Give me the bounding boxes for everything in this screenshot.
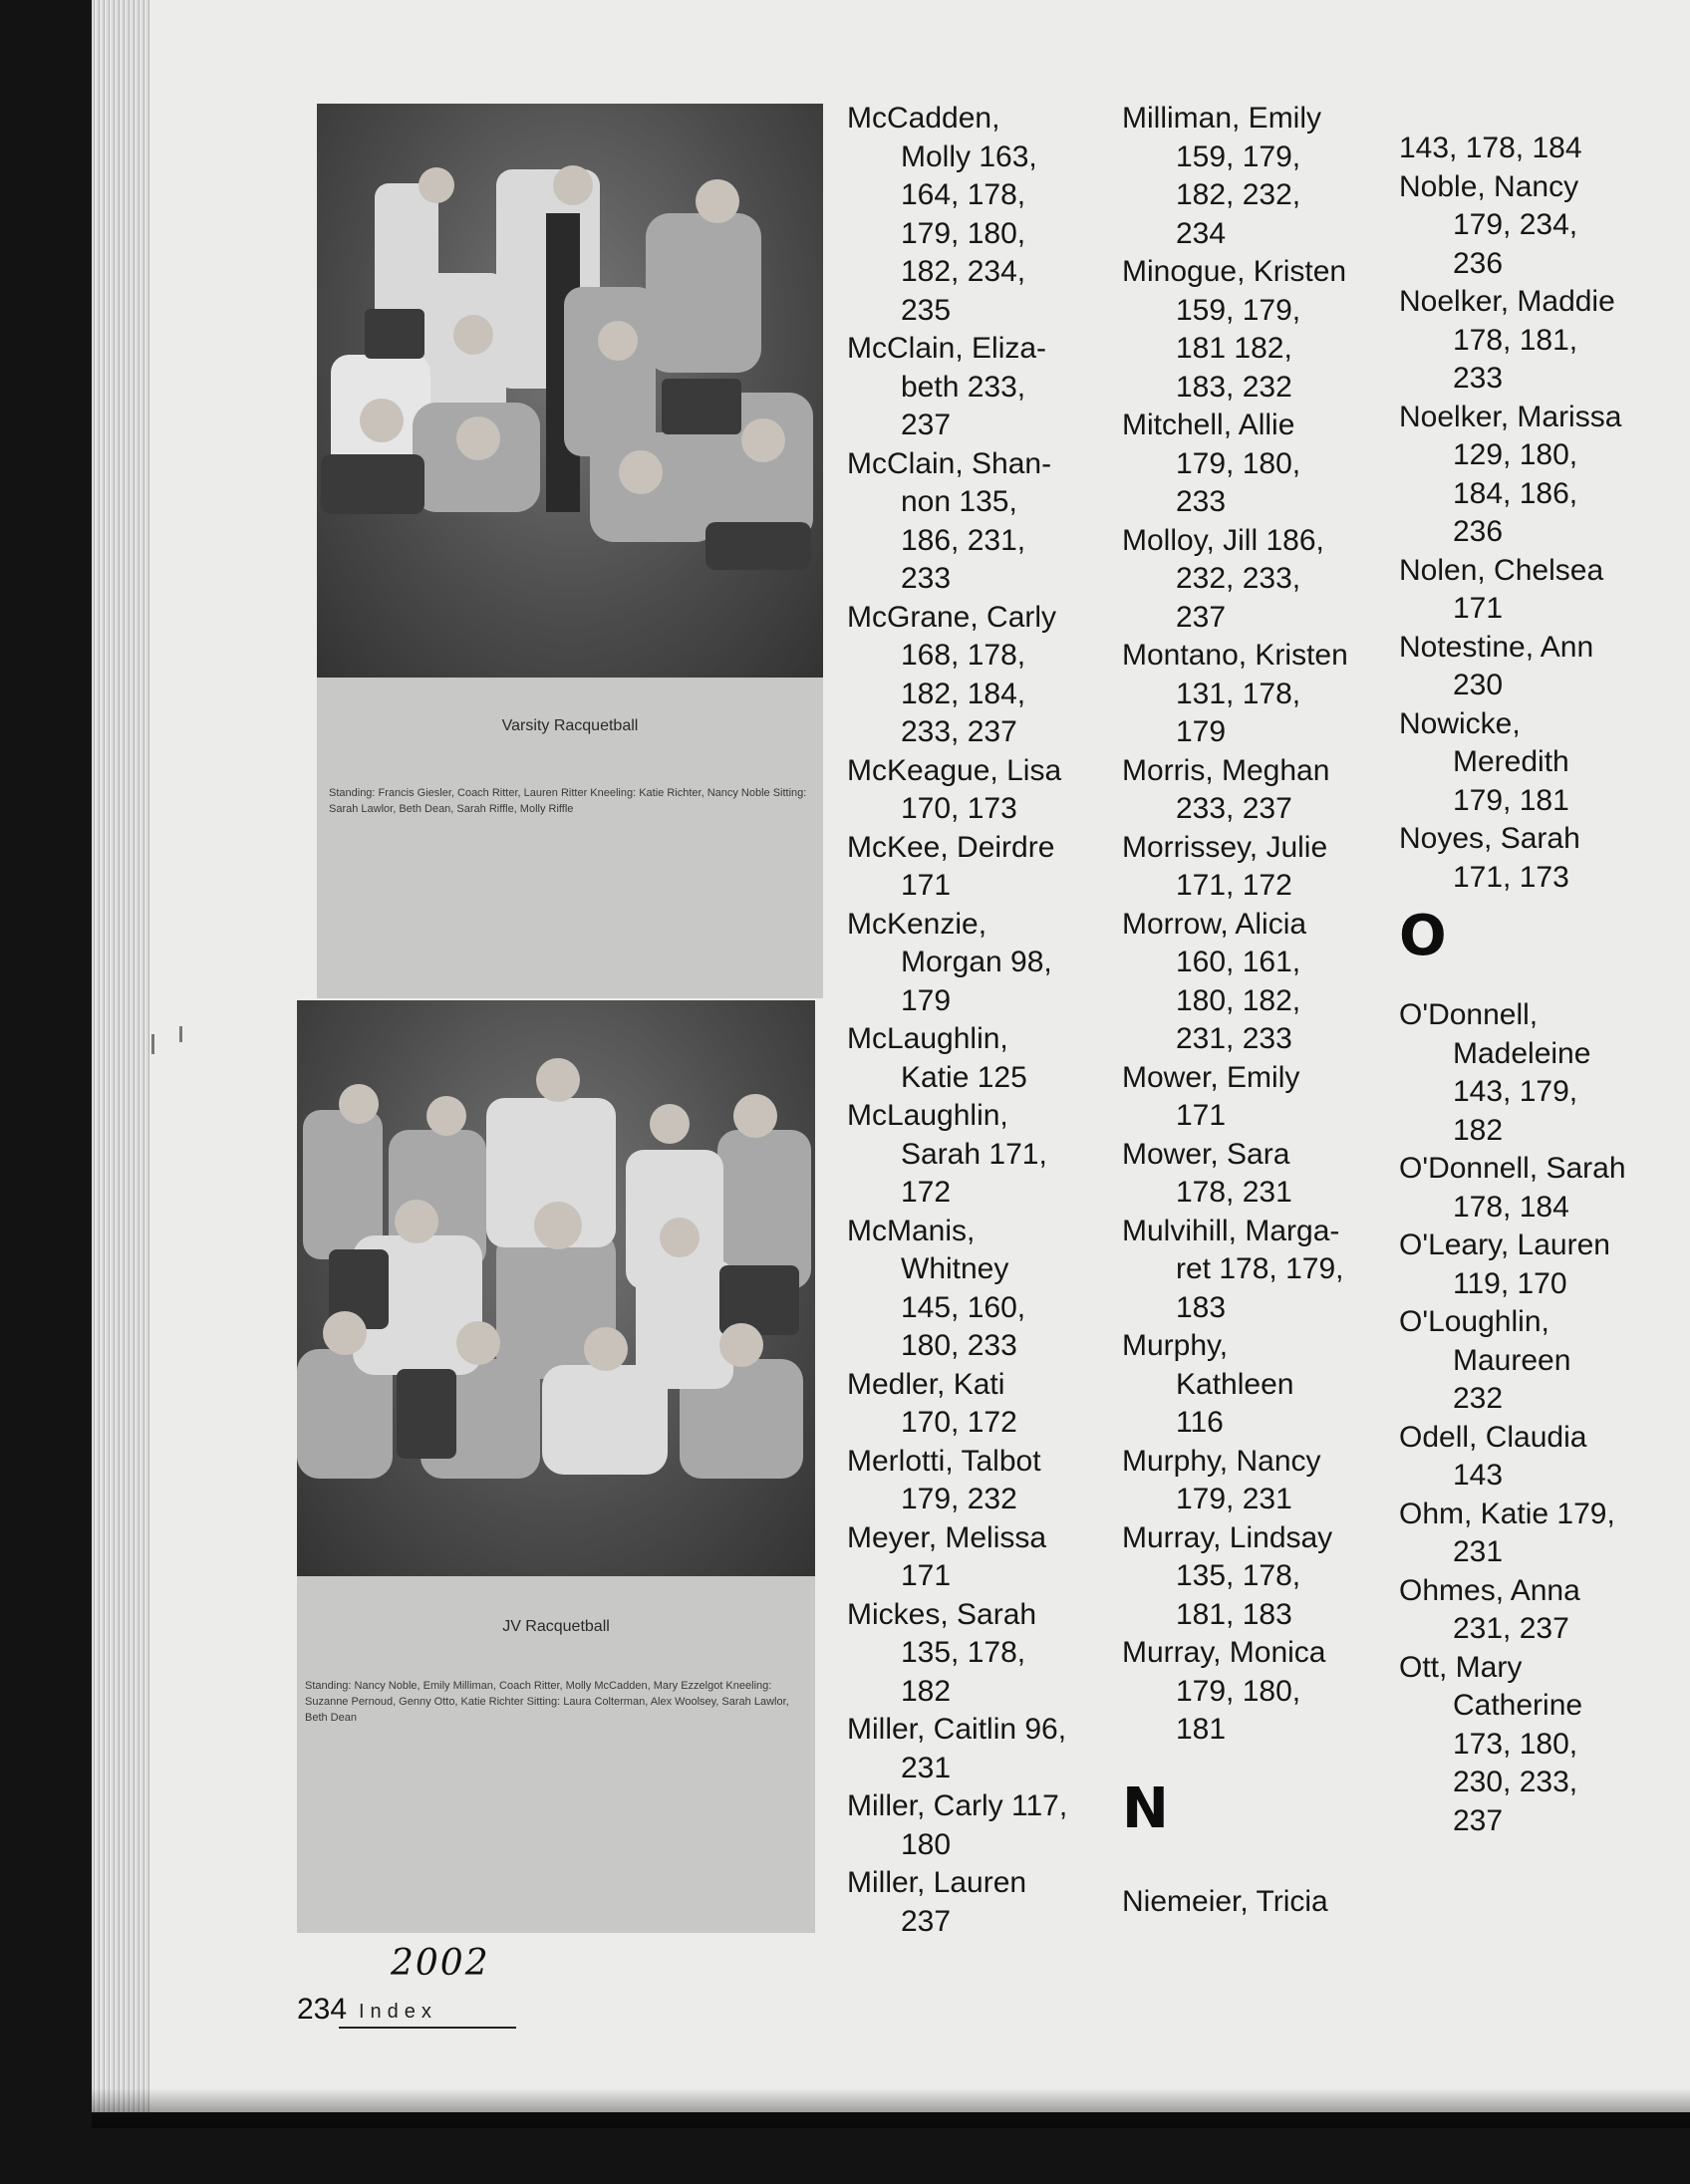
- index-entry-name: Ohmes, Anna: [1399, 1573, 1580, 1607]
- index-entry-name: Mulvihill, Marga-: [1122, 1214, 1340, 1247]
- index-entry-name: Noelker, Maddie: [1399, 285, 1615, 318]
- index-entry-pages: 233, 237: [1176, 792, 1292, 825]
- index-entry-pages: 145, 160,: [901, 1290, 1026, 1324]
- index-entry-pages: Meredith: [1453, 745, 1569, 778]
- index-entry: [1122, 407, 1391, 522]
- index-entry: [1399, 820, 1688, 897]
- index-entry-pages: 232, 233,: [1176, 562, 1301, 595]
- index-entry-pages: 234: [1176, 216, 1227, 250]
- section-label: Index: [359, 2001, 437, 2023]
- index-entry-pages: 180, 233: [901, 1329, 1017, 1362]
- index-entry-pages: 171: [901, 1559, 952, 1592]
- index-entry: [1122, 906, 1391, 1059]
- index-entry: [847, 1213, 1096, 1366]
- index-entry-name: McKenzie,: [847, 907, 987, 941]
- index-entry-pages: 233: [1453, 362, 1504, 395]
- index-entry-pages: 233, 237: [901, 715, 1017, 748]
- index-entry: [847, 599, 1096, 752]
- index-entry-name: McGrane, Carly: [847, 600, 1057, 634]
- index-entry: [1399, 130, 1688, 168]
- index-entry-name: Milliman, Emily: [1122, 102, 1322, 135]
- index-entry: [847, 1596, 1096, 1712]
- index-entry-name: Niemeier, Tricia: [1122, 1884, 1328, 1918]
- index-entry-name: Noyes, Sarah: [1399, 822, 1580, 855]
- jv-team-photo: [297, 1000, 815, 1576]
- index-entry-pages: 231, 237: [1453, 1612, 1569, 1645]
- index-entry-name: O'Donnell, Sarah: [1399, 1152, 1626, 1185]
- index-entry-pages: 179, 181: [1453, 783, 1569, 817]
- index-entry: [847, 1366, 1096, 1443]
- index-entry-pages: 186, 231,: [901, 523, 1026, 557]
- index-entry: [1122, 100, 1391, 253]
- index-entry: [1122, 1443, 1391, 1519]
- index-entry: [1122, 253, 1391, 407]
- index-entry-name: Noelker, Marissa: [1399, 400, 1622, 433]
- index-entry-pages: 237: [1453, 1803, 1504, 1837]
- photo-caption-title: Varsity Racquetball: [501, 717, 639, 734]
- index-entry: [1122, 1059, 1391, 1136]
- index-entry-pages: 159, 179,: [1176, 293, 1301, 327]
- varsity-photo-panel: [317, 104, 823, 998]
- index-entry-pages: 237: [901, 1904, 952, 1938]
- index-entry-pages: 170, 173: [901, 792, 1017, 825]
- index-entry-name: Nowicke,: [1399, 706, 1521, 740]
- index-entry-name: Morrissey, Julie: [1122, 830, 1328, 864]
- index-entry-pages: 237: [1176, 600, 1227, 634]
- index-entry-name: Miller, Caitlin 96,: [847, 1713, 1067, 1746]
- index-entry-pages: 237: [901, 409, 952, 441]
- index-entry-pages: 179: [1176, 715, 1227, 748]
- index-entry-name: Noble, Nancy: [1399, 169, 1579, 203]
- index-entry: [847, 330, 1096, 445]
- index-entry-pages: 179, 231: [1176, 1483, 1292, 1515]
- index-entry: [1122, 1883, 1391, 1922]
- index-entry: [1399, 1303, 1688, 1419]
- index-entry: [1399, 629, 1688, 705]
- index-entry-pages: 230: [1453, 669, 1504, 701]
- index-entry-name: Morrow, Alicia: [1122, 907, 1307, 941]
- index-entry-pages: 178, 231: [1176, 1176, 1292, 1209]
- index-entry-name: Ott, Mary: [1399, 1650, 1523, 1684]
- index-entry-name: McClain, Eliza-: [847, 332, 1047, 365]
- index-entry-pages: 231: [1453, 1535, 1504, 1568]
- index-entry-pages: 172: [901, 1176, 952, 1209]
- index-entry-pages: 182, 232,: [1176, 178, 1301, 211]
- index-entry-pages: 231, 233: [1176, 1022, 1292, 1055]
- index-entry-pages: 178, 184: [1453, 1190, 1569, 1224]
- index-entry-pages: Sarah 171,: [901, 1137, 1047, 1171]
- index-entry: [1399, 399, 1688, 552]
- index-entry: [1399, 1649, 1688, 1841]
- index-entry: [847, 1711, 1096, 1787]
- page-number: 234: [297, 1993, 348, 2026]
- index-entry-pages: 171, 173: [1453, 860, 1569, 894]
- index-entry: [1122, 1213, 1391, 1328]
- index-entry-name: McLaughlin,: [847, 1022, 1008, 1055]
- index-entry: [847, 1443, 1096, 1519]
- index-entry: [1399, 168, 1688, 284]
- index-entry-pages: 135, 178,: [901, 1636, 1026, 1669]
- photo-caption-names: Standing: Nancy Noble, Emily Milliman, Coach Ritter, Molly McCadden, Mary Ezzelgot Kneeling: Suzanne Pernoud, Genny Otto, Katie Richter Sitting: Laura Colterman, Alex Woolsey, Sarah Lawlor, Beth Dean: [305, 1680, 789, 1724]
- index-entry-name: Mickes, Sarah: [847, 1597, 1037, 1631]
- index-entry: [1399, 705, 1688, 821]
- index-entry-pages: 179, 232: [901, 1483, 1017, 1515]
- index-entry-pages: 235: [901, 293, 952, 327]
- index-entry: [847, 1519, 1096, 1596]
- index-entry-pages: 183, 232: [1176, 370, 1292, 404]
- index-entry-pages: Molly 163,: [901, 139, 1037, 173]
- index-entry-name: O'Loughlin,: [1399, 1305, 1549, 1338]
- index-entry-pages: 182: [901, 1674, 952, 1708]
- index-entry-name: Meyer, Melissa: [847, 1520, 1047, 1554]
- index-entry-pages: 230, 233,: [1453, 1766, 1578, 1798]
- index-entry-pages: 178, 181,: [1453, 323, 1578, 357]
- index-entry: [1399, 1227, 1688, 1303]
- index-entry-pages: 180: [901, 1827, 952, 1861]
- index-entry-name: McClain, Shan-: [847, 446, 1052, 480]
- index-entry-pages: 181, 183: [1176, 1597, 1292, 1631]
- index-entry-pages: Whitney: [901, 1252, 1009, 1285]
- photo-caption-title: JV Racquetball: [502, 1618, 610, 1635]
- index-entry-pages: 171: [901, 869, 952, 902]
- index-entry-pages: 171, 172: [1176, 869, 1292, 902]
- index-entry-pages: 159, 179,: [1176, 139, 1301, 173]
- index-entry-pages: 182, 184,: [901, 677, 1026, 710]
- index-entry-pages: 129, 180,: [1453, 438, 1578, 471]
- index-entry-pages: 183: [1176, 1290, 1227, 1324]
- index-entry-pages: Catherine: [1453, 1689, 1583, 1722]
- index-entry-pages: 180, 182,: [1176, 983, 1301, 1017]
- index-entry: [1399, 283, 1688, 399]
- index-entry-pages: 179, 180,: [901, 216, 1026, 250]
- index-entry-pages: 181 182,: [1176, 332, 1292, 365]
- index-entry-name: Montano, Kristen: [1122, 639, 1348, 672]
- index-entry: [1122, 1519, 1391, 1635]
- index-column-2: [1122, 100, 1391, 1921]
- index-entry: [847, 1020, 1096, 1097]
- index-entry-pages: 171: [1176, 1099, 1227, 1132]
- index-entry: [847, 906, 1096, 1021]
- index-entry-pages: 181: [1176, 1713, 1227, 1746]
- index-entry: [847, 100, 1096, 330]
- index-entry: [1122, 1634, 1391, 1750]
- index-entry-pages: beth 233,: [901, 370, 1026, 404]
- index-column-3: [1399, 130, 1688, 1840]
- index-entry-name: Miller, Carly 117,: [847, 1789, 1068, 1822]
- index-entry: [847, 829, 1096, 906]
- index-entry-name: O'Leary, Lauren: [1399, 1228, 1610, 1261]
- index-entry-name: 143, 178, 184: [1399, 132, 1582, 164]
- index-entry-pages: 119, 170: [1453, 1266, 1567, 1300]
- index-entry-name: McKee, Deirdre: [847, 830, 1055, 864]
- index-entry-name: Miller, Lauren: [847, 1866, 1027, 1899]
- index-entry-name: Minogue, Kristen: [1122, 255, 1347, 288]
- index-entry: [1122, 752, 1391, 829]
- index-entry-pages: Katie 125: [901, 1060, 1027, 1094]
- index-entry: [1122, 522, 1391, 638]
- index-entry-pages: 116: [1176, 1406, 1224, 1439]
- margin-mark: [151, 1034, 154, 1054]
- index-entry-pages: 233: [1176, 485, 1227, 518]
- index-entry-pages: 143, 179,: [1453, 1075, 1578, 1108]
- index-entry: [1399, 1419, 1688, 1496]
- photo-caption-names: Standing: Francis Giesler, Coach Ritter, Lauren Ritter Kneeling: Katie Richter, Nancy Noble Sitting: Sarah Lawlor, Beth Dean, Sarah Riffle, Molly Riffle: [329, 787, 807, 815]
- index-entry-pages: Kathleen: [1176, 1367, 1294, 1401]
- index-entry-name: Merlotti, Talbot: [847, 1444, 1041, 1478]
- index-entry: [1399, 1572, 1688, 1649]
- index-entry-name: Murphy,: [1122, 1329, 1229, 1362]
- index-entry: [847, 1787, 1096, 1864]
- index-entry-name: McKeague, Lisa: [847, 753, 1062, 787]
- index-entry-pages: 168, 178,: [901, 639, 1026, 672]
- index-entry-pages: Morgan 98,: [901, 946, 1052, 978]
- index-entry-pages: 236: [1453, 515, 1504, 548]
- index-entry: [1399, 996, 1688, 1150]
- index-entry-pages: 170, 172: [901, 1406, 1017, 1439]
- footer-rule: [339, 2027, 516, 2029]
- index-entry-name: Murray, Monica: [1122, 1636, 1326, 1669]
- index-entry-name: McLaughlin,: [847, 1099, 1008, 1132]
- index-entry: [1122, 829, 1391, 906]
- index-entry-pages: ret 178, 179,: [1176, 1252, 1344, 1285]
- index-entry-name: McCadden,: [847, 102, 1000, 135]
- index-entry-name: Mitchell, Allie: [1122, 409, 1295, 441]
- index-column-1: [847, 100, 1096, 1941]
- index-entry-pages: Maureen: [1453, 1343, 1571, 1377]
- index-entry-name: McManis,: [847, 1214, 976, 1247]
- varsity-team-photo: [317, 104, 823, 678]
- index-entry: [1399, 1150, 1688, 1227]
- index-entry-pages: 179, 234,: [1453, 208, 1578, 241]
- index-entry: [1399, 552, 1688, 629]
- index-entry-name: Nolen, Chelsea: [1399, 553, 1604, 587]
- index-entry-pages: 173, 180,: [1453, 1727, 1578, 1761]
- index-entry-pages: 233: [901, 562, 952, 595]
- index-entry-name: Odell, Claudia: [1399, 1420, 1587, 1454]
- jv-photo-panel: [297, 1000, 815, 1933]
- page-gutter-shadow: [92, 2088, 1690, 2128]
- index-entry: [1122, 1136, 1391, 1213]
- index-entry-pages: 179: [901, 983, 952, 1017]
- index-entry: [1399, 1496, 1688, 1572]
- index-entry-pages: 160, 161,: [1176, 946, 1301, 978]
- index-entry-pages: 184, 186,: [1453, 476, 1578, 510]
- index-entry-name: Mower, Sara: [1122, 1137, 1290, 1171]
- index-entry-pages: 232: [1453, 1382, 1504, 1415]
- index-entry-pages: non 135,: [901, 485, 1017, 518]
- index-entry-name: Murphy, Nancy: [1122, 1444, 1321, 1478]
- section-letter-o: O: [1399, 904, 1447, 968]
- index-entry-pages: 143: [1453, 1459, 1504, 1492]
- index-entry-name: Notestine, Ann: [1399, 630, 1594, 664]
- index-entry-pages: 182, 234,: [901, 255, 1026, 288]
- index-entry: [847, 752, 1096, 829]
- index-entry-pages: 131, 178,: [1176, 677, 1301, 710]
- index-entry-pages: 231: [901, 1751, 952, 1784]
- index-entry-name: Ohm, Katie 179,: [1399, 1497, 1615, 1530]
- section-letter-n: N: [1122, 1775, 1169, 1841]
- index-entry-name: Molloy, Jill 186,: [1122, 523, 1324, 557]
- index-entry-name: Medler, Kati: [847, 1367, 1005, 1401]
- index-entry-pages: 182: [1453, 1113, 1504, 1147]
- index-entry: [847, 1864, 1096, 1941]
- index-entry-name: O'Donnell,: [1399, 998, 1539, 1031]
- index-entry-pages: 164, 178,: [901, 178, 1026, 211]
- margin-mark: [179, 1026, 182, 1042]
- index-entry: [847, 445, 1096, 599]
- index-entry: [847, 1097, 1096, 1213]
- index-entry: [1122, 1327, 1391, 1443]
- handwritten-year: 2002: [391, 1943, 490, 1984]
- index-entry-pages: 236: [1453, 246, 1504, 280]
- index-entry-pages: Madeleine: [1453, 1036, 1591, 1070]
- index-entry-pages: 135, 178,: [1176, 1559, 1301, 1592]
- index-entry-name: Mower, Emily: [1122, 1060, 1300, 1094]
- index-entry-pages: 179, 180,: [1176, 1674, 1301, 1708]
- index-entry-name: Morris, Meghan: [1122, 753, 1330, 787]
- index-entry-name: Murray, Lindsay: [1122, 1520, 1333, 1554]
- index-entry-pages: 179, 180,: [1176, 446, 1301, 480]
- index-entry: [1122, 637, 1391, 752]
- index-entry-pages: 171: [1453, 592, 1504, 625]
